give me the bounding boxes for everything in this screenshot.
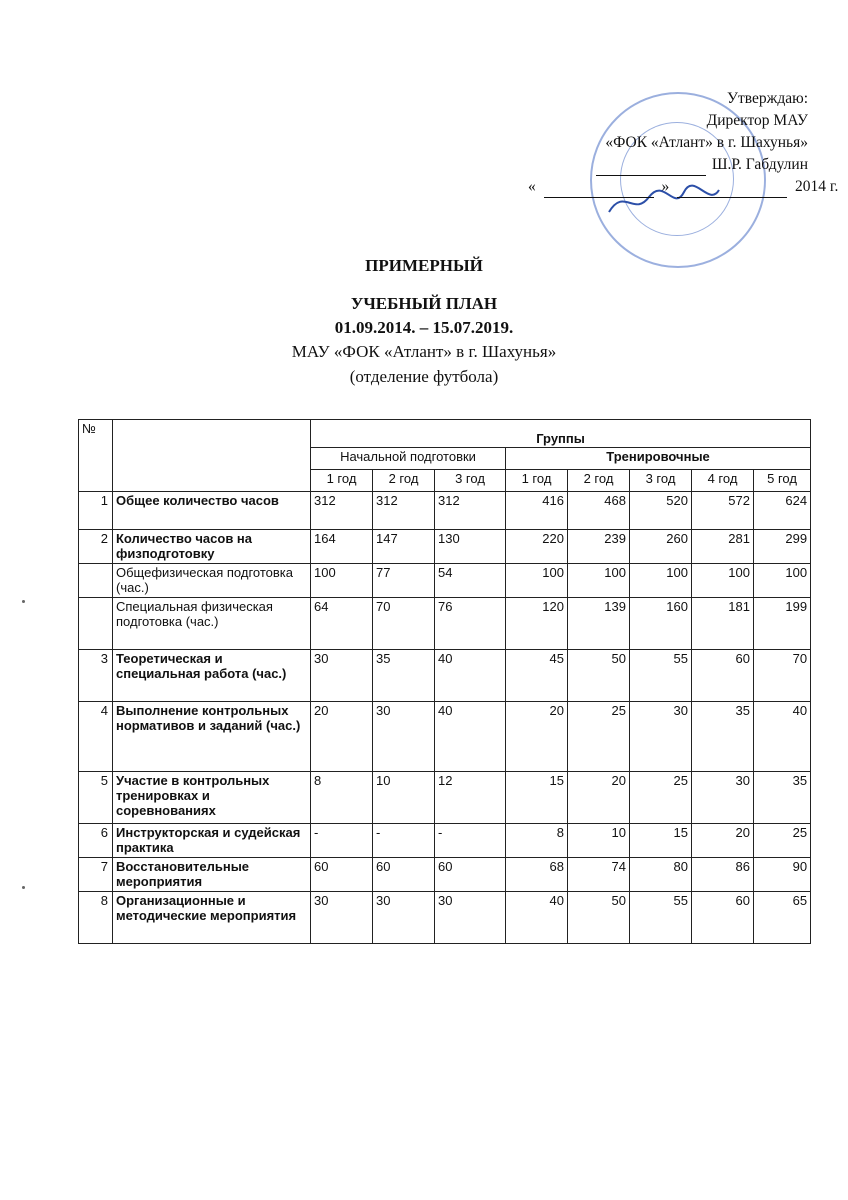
row-value: 65 [754,892,811,944]
row-value: 40 [435,702,506,772]
row-value: 220 [506,530,568,564]
row-value: 50 [568,650,630,702]
row-value: 80 [630,858,692,892]
date-month-line [677,183,787,198]
row-label: Участие в контрольных тренировках и соревнованиях [113,772,311,824]
header-year: 5 год [754,470,811,492]
row-value: 139 [568,598,630,650]
header-year: 4 год [692,470,754,492]
header-training-groups: Тренировочные [506,448,811,470]
signature-line [596,161,706,176]
row-value: 120 [506,598,568,650]
row-number: 1 [79,492,113,530]
header-number: № [79,420,113,492]
signatory-name: Ш.Р. Габдулин [711,156,808,173]
header-year: 1 год [506,470,568,492]
row-number: 5 [79,772,113,824]
row-value: 30 [373,892,435,944]
row-value: 30 [373,702,435,772]
row-number [79,598,113,650]
table-row [79,702,811,772]
row-label: Специальная физическая подготовка (час.) [113,598,311,650]
row-value: 312 [373,492,435,530]
row-value: 20 [311,702,373,772]
row-value: 60 [692,650,754,702]
row-value: 60 [435,858,506,892]
row-value: 520 [630,492,692,530]
row-value: 100 [692,564,754,598]
date-quote-close: » [661,178,670,195]
row-value: 299 [754,530,811,564]
plan-title: УЧЕБНЫЙ ПЛАН [350,294,498,313]
row-value: 416 [506,492,568,530]
header-year: 2 год [568,470,630,492]
training-plan-table [78,419,811,944]
row-value: 70 [373,598,435,650]
row-value: 70 [754,650,811,702]
row-value: 86 [692,858,754,892]
row-value: 68 [506,858,568,892]
row-value: 100 [754,564,811,598]
table-row [79,598,811,650]
row-value: 45 [506,650,568,702]
row-number [79,564,113,598]
row-value: 20 [692,824,754,858]
row-value: 199 [754,598,811,650]
row-value: 239 [568,530,630,564]
row-value: 147 [373,530,435,564]
table-row [79,858,811,892]
row-value: 35 [754,772,811,824]
table-row [79,492,811,530]
margin-mark [22,600,25,603]
date-year: 2014 г. [795,178,839,195]
row-value: 20 [568,772,630,824]
row-value: 30 [692,772,754,824]
table-row [79,564,811,598]
row-value: 12 [435,772,506,824]
row-value: 76 [435,598,506,650]
header-groups: Группы [311,420,811,448]
row-label: Количество часов на физподготовку [113,530,311,564]
row-value: 30 [311,892,373,944]
row-value: 30 [630,702,692,772]
table-row [79,650,811,702]
row-number: 6 [79,824,113,858]
row-value: - [311,824,373,858]
date-day-line [544,183,654,198]
header-year: 2 год [373,470,435,492]
row-value: 25 [568,702,630,772]
table-row [79,772,811,824]
approval-date [528,176,839,198]
row-label: Выполнение контрольных нормативов и заданий (час.) [113,702,311,772]
row-value: 55 [630,650,692,702]
table-row [79,824,811,858]
row-number: 2 [79,530,113,564]
row-value: 20 [506,702,568,772]
row-label: Общее количество часов [113,492,311,530]
row-value: 30 [311,650,373,702]
row-value: 35 [373,650,435,702]
row-value: 260 [630,530,692,564]
row-value: 100 [311,564,373,598]
row-value: 160 [630,598,692,650]
row-value: 10 [568,824,630,858]
row-number: 7 [79,858,113,892]
row-value: 64 [311,598,373,650]
row-value: 30 [435,892,506,944]
organization-name: МАУ «ФОК «Атлант» в г. Шахунья» [291,342,557,361]
row-value: 572 [692,492,754,530]
header-year: 3 год [435,470,506,492]
document-title: ПРИМЕРНЫЙ [365,256,483,275]
approval-line-1: Утверждаю: [727,90,808,107]
row-value: 15 [506,772,568,824]
row-value: 312 [311,492,373,530]
table-row [79,892,811,944]
row-value: 8 [506,824,568,858]
row-value: 181 [692,598,754,650]
row-value: 468 [568,492,630,530]
plan-period: 01.09.2014. – 15.07.2019. [334,318,514,337]
date-quote-open: « [528,178,536,195]
row-value: 55 [630,892,692,944]
row-value: 40 [435,650,506,702]
row-label: Общефизическая подготовка (час.) [113,564,311,598]
row-value: 100 [506,564,568,598]
table-row [79,530,811,564]
approval-line-2: Директор МАУ [706,112,808,129]
header-year: 3 год [630,470,692,492]
table-body [79,492,811,944]
row-value: 100 [568,564,630,598]
row-value: 54 [435,564,506,598]
row-value: 100 [630,564,692,598]
row-value: 60 [692,892,754,944]
header-year: 1 год [311,470,373,492]
row-value: 40 [506,892,568,944]
row-value: 10 [373,772,435,824]
row-value: 15 [630,824,692,858]
row-value: 77 [373,564,435,598]
approval-block [528,88,839,198]
row-number: 4 [79,702,113,772]
row-label: Организационные и методические мероприятия [113,892,311,944]
row-number: 3 [79,650,113,702]
approval-line-3: «ФОК «Атлант» в г. Шахунья» [605,134,808,151]
row-value: 40 [754,702,811,772]
row-value: 25 [630,772,692,824]
row-value: 50 [568,892,630,944]
row-value: 74 [568,858,630,892]
margin-mark [22,886,25,889]
row-label: Восстановительные мероприятия [113,858,311,892]
row-value: 8 [311,772,373,824]
header-blank [113,420,311,492]
row-value: 60 [373,858,435,892]
department-name: (отделение футбола) [349,367,499,386]
row-value: 312 [435,492,506,530]
row-value: 60 [311,858,373,892]
row-label: Теоретическая и специальная работа (час.) [113,650,311,702]
row-value: 281 [692,530,754,564]
row-value: 624 [754,492,811,530]
row-value: - [435,824,506,858]
row-value: 164 [311,530,373,564]
row-number: 8 [79,892,113,944]
row-value: 130 [435,530,506,564]
row-label: Инструкторская и судейская практика [113,824,311,858]
row-value: 35 [692,702,754,772]
row-value: - [373,824,435,858]
approval-signatory [528,154,808,176]
header-initial-training: Начальной подготовки [311,448,506,470]
row-value: 25 [754,824,811,858]
row-value: 90 [754,858,811,892]
